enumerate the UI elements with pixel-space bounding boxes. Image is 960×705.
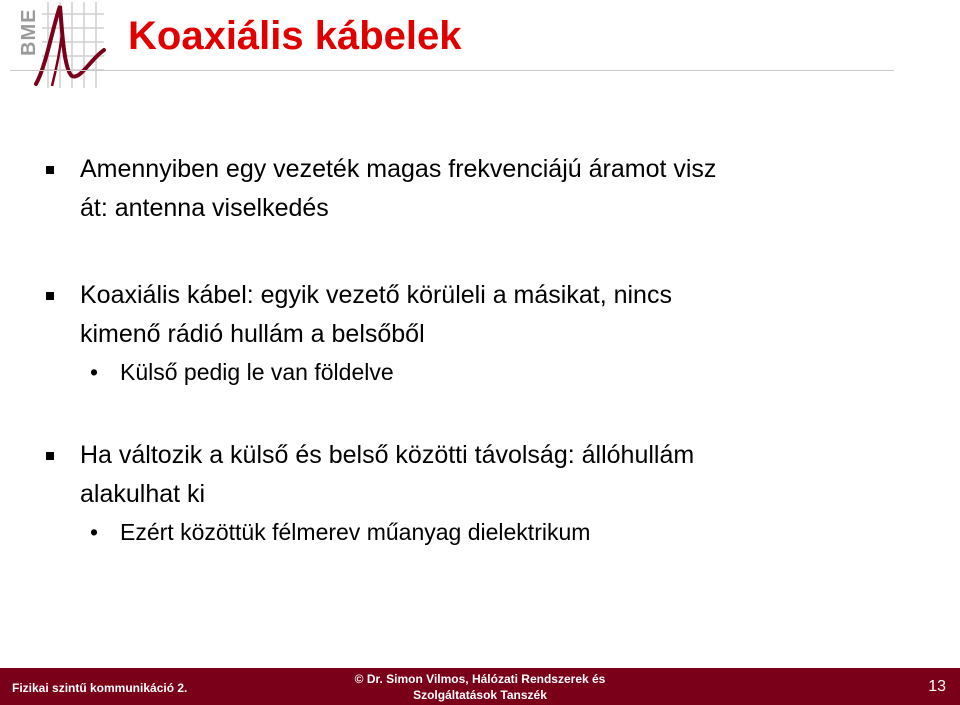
bullet-item-2 [40,276,910,354]
footer-course-title: Fizikai szintű kommunikáció 2. [12,681,188,695]
square-bullet-icon [46,292,54,300]
bullet-item-3 [40,436,910,514]
square-bullet-icon [46,166,54,174]
footer-bar [0,668,960,705]
bullet-item-1 [40,150,910,228]
bullet-3-line-1: Ha változik a külső és belső közötti távolság: állóhullám [80,441,695,469]
footer-copyright [330,671,630,703]
sub-bullet-2-text: Külső pedig le van földelve [120,359,394,385]
bme-logo [12,0,112,90]
bullet-2-line-1: Koaxiális kábel: egyik vezető körüleli a másikat, nincs [80,281,672,309]
sub-bullet-3-text: Ezért közöttük félmerev műanyag dielektrikum [120,519,591,545]
dot-bullet-icon: • [90,519,99,545]
footer-copyright-line-1: © Dr. Simon Vilmos, Hálózati Rendszerek és [354,672,606,686]
dot-bullet-icon: • [90,359,99,385]
title-divider [10,70,894,71]
bullet-2-line-2: kimenő rádió hullám a belsőből [80,320,425,348]
bullet-1-line-2: át: antenna viselkedés [80,194,329,222]
square-bullet-icon [46,452,54,460]
sub-bullet-item-3 [40,514,910,550]
bullet-1-line-1: Amennyiben egy vezeték magas frekvenciájú áramot visz [80,155,717,183]
slide-content [40,150,910,550]
footer-copyright-line-2: Szolgáltatások Tanszék [413,688,547,702]
slide-title: Koaxiális kábelek [128,14,462,58]
bullet-3-line-2: alakulhat ki [80,480,206,508]
sub-bullet-item-2 [40,354,910,390]
logo-text: BME [18,8,40,56]
page-number: 13 [928,678,946,695]
